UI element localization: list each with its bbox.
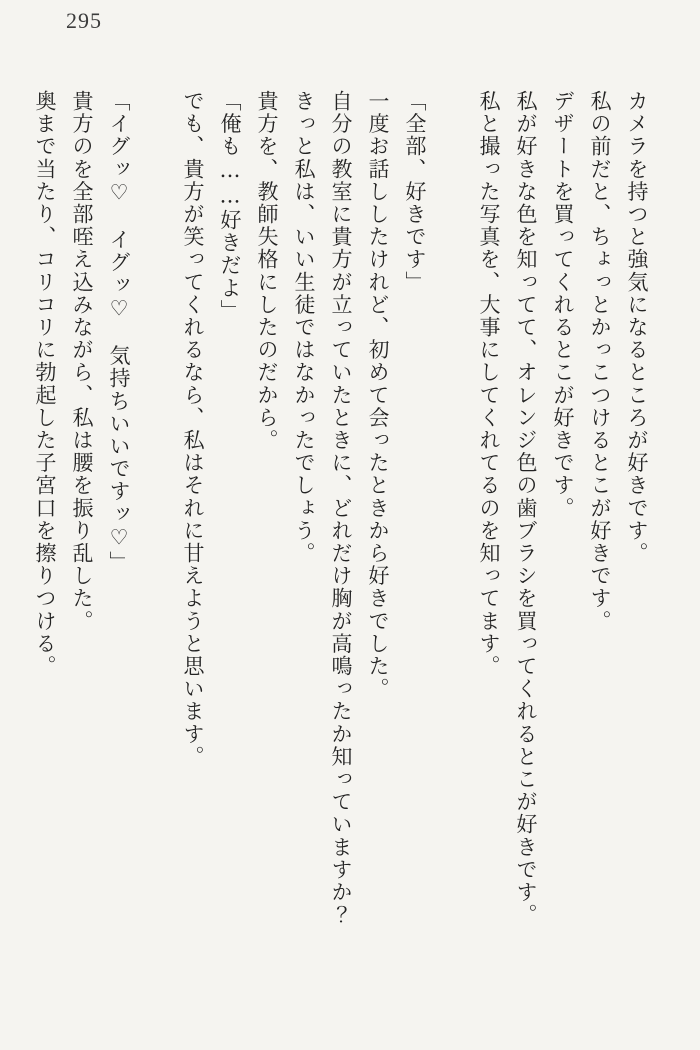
dialogue-line: 「イグッ♡ イグッ♡ 気持ちいいですッ♡」 (107, 90, 131, 574)
page-number: 295 (66, 8, 102, 33)
text-column: 私と撮った写真を、大事にしてくれてるのを知ってます。 (477, 90, 501, 678)
text-column: 一度お話ししたけれど、初めて会ったときから好きでした。 (366, 90, 390, 701)
text-column: でも、貴方が笑ってくれるなら、私はそれに甘えようと思います。 (181, 90, 205, 768)
dialogue-line: 「俺も……好きだよ」 (218, 90, 242, 322)
text-column: 奥まで当たり、コリコリに勃起した子宮口を擦りつける。 (33, 90, 57, 678)
text-column: 私が好きな色を知ってて、オレンジ色の歯ブラシを買ってくれるとこが好きです。 (514, 90, 538, 927)
text-column: カメラを持つと強気になるところが好きです。 (625, 90, 649, 565)
text-column: 貴方を、教師失格にしたのだから。 (255, 90, 279, 452)
text-column: デザートを買ってくれるとこが好きです。 (551, 90, 575, 520)
text-column: 自分の教室に貴方が立っていたときに、どれだけ胸が高鳴ったか知っていますか？ (329, 90, 353, 927)
page-text (26, 90, 655, 970)
text-column: きっと私は、いい生徒ではなかったでしょう。 (292, 90, 316, 565)
text-column: 貴方のを全部咥え込みながら、私は腰を振り乱した。 (70, 90, 94, 633)
dialogue-line: 「全部、好きです」 (403, 90, 427, 294)
text-column: 私の前だと、ちょっとかっこつけるとこが好きです。 (588, 90, 612, 633)
